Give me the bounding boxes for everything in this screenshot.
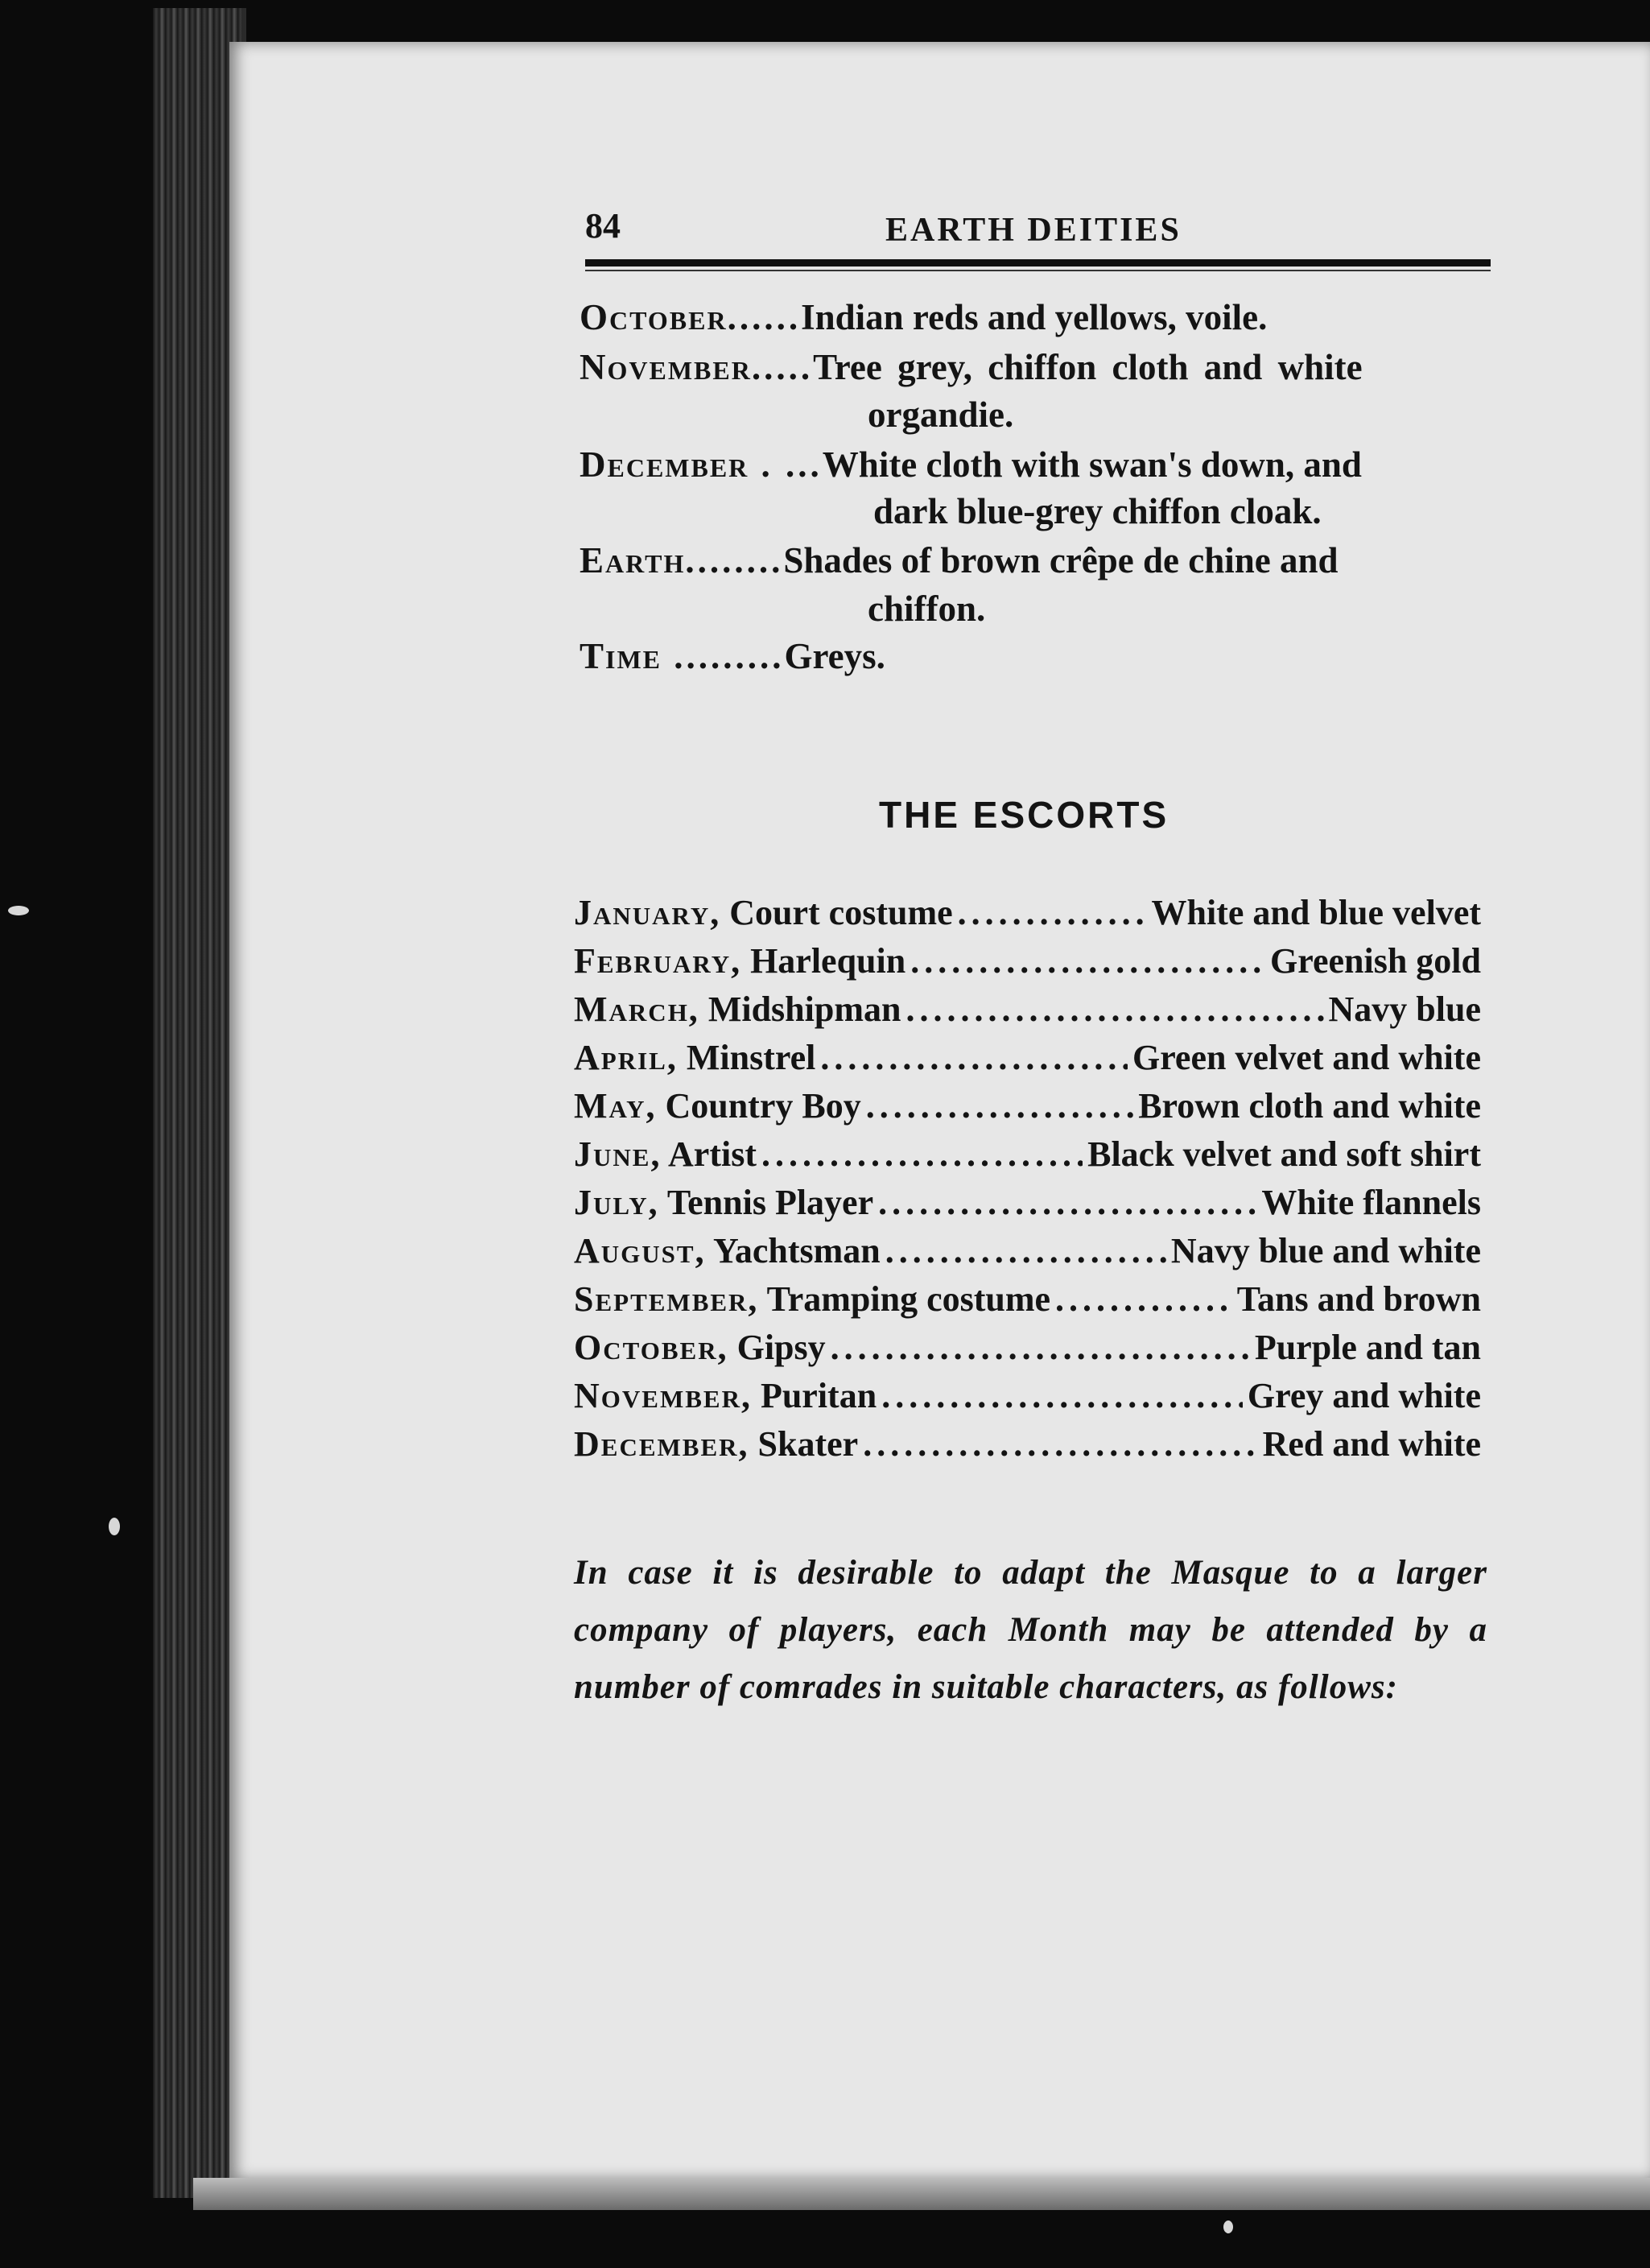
escort-month: June,: [574, 1134, 662, 1174]
leader-dots: [905, 986, 1323, 1033]
escort-month: October,: [574, 1328, 728, 1367]
escort-month: March,: [574, 989, 699, 1029]
escort-costume: Grey and white: [1247, 1376, 1481, 1415]
escort-month: January,: [574, 893, 721, 932]
escort-row: [574, 938, 1481, 985]
escort-costume: Green velvet and white: [1132, 1038, 1481, 1077]
escort-character: Skater: [757, 1424, 859, 1464]
escort-row: [574, 986, 1481, 1033]
section-title: THE ESCORTS: [879, 794, 1169, 836]
masque-note: In case it is desirable to adapt the Masque to a larger company of players, each Month may be attended by a number of comrades in suitable characters, as follows:: [574, 1554, 1487, 1706]
leader-dots: [831, 1324, 1250, 1371]
escort-character: Harlequin: [750, 941, 906, 981]
escort-month: August,: [574, 1231, 706, 1270]
running-head: EARTH DEITIES: [885, 212, 1182, 249]
escort-row: [574, 890, 1481, 936]
costume-name: December: [580, 444, 749, 485]
escort-costume: Greenish gold: [1269, 941, 1481, 981]
dust-mark: [1223, 2220, 1233, 2233]
escort-costume: White flannels: [1261, 1183, 1481, 1222]
leader-dots: .....: [751, 347, 814, 387]
costume-description: White cloth with swan's down, and: [822, 444, 1362, 485]
escort-row: [574, 1131, 1481, 1178]
leader-dots: [910, 938, 1265, 985]
costume-description: Shades of brown crêpe de chine and: [783, 540, 1339, 580]
escort-month: February,: [574, 941, 742, 981]
escort-costume: Black velvet and soft shirt: [1087, 1134, 1481, 1174]
costume-description: Indian reds and yellows, voile.: [801, 297, 1268, 337]
leader-dots: [863, 1421, 1257, 1468]
escort-character: Midshipman: [707, 989, 901, 1029]
escort-character: Puritan: [760, 1376, 877, 1415]
leader-dots: ........: [685, 540, 784, 580]
costume-name: November: [580, 347, 752, 387]
escort-row: [574, 1421, 1481, 1468]
dust-mark: [109, 1518, 120, 1535]
page-bottom-edge: [193, 2178, 1650, 2210]
costume-row-earth: [580, 537, 1339, 584]
escort-row: [574, 1083, 1481, 1130]
leader-dots: [881, 1373, 1243, 1419]
escort-costume: Navy blue: [1328, 989, 1481, 1029]
escort-costume: Tans and brown: [1236, 1279, 1481, 1319]
leader-dots: [878, 1179, 1256, 1226]
escort-row: [574, 1373, 1481, 1419]
leader-dots: [1055, 1276, 1232, 1323]
escort-character: Minstrel: [686, 1038, 816, 1077]
escort-character: Yachtsman: [712, 1231, 881, 1270]
escort-costume: Purple and tan: [1254, 1328, 1481, 1367]
costume-name: Earth: [580, 540, 686, 580]
page-number: 84: [585, 206, 621, 246]
costume-row-time: [580, 633, 885, 680]
costume-description: Greys.: [784, 636, 885, 676]
escort-costume: Navy blue and white: [1170, 1231, 1481, 1270]
escort-row: [574, 1324, 1481, 1371]
header-rule: [585, 259, 1491, 266]
escort-character: Court costume: [729, 893, 953, 932]
escort-character: Artist: [668, 1134, 757, 1174]
leader-dots: . ...: [749, 444, 823, 485]
escort-character: Gipsy: [736, 1328, 826, 1367]
escort-row: [574, 1179, 1481, 1226]
escort-month: July,: [574, 1183, 659, 1222]
escort-month: December,: [574, 1424, 749, 1464]
costume-row-november: [580, 344, 1363, 390]
leader-dots: [820, 1035, 1128, 1081]
escort-row: [574, 1035, 1481, 1081]
leader-dots: [885, 1228, 1166, 1274]
costume-name: Time: [580, 636, 662, 676]
costume-description-continued: dark blue-grey chiffon cloak.: [873, 491, 1322, 531]
costume-description: Tree grey, chiffon cloth and white: [813, 347, 1363, 387]
escort-character: Tennis Player: [666, 1183, 874, 1222]
costume-description-continued: chiffon.: [868, 589, 986, 629]
escort-character: Tramping costume: [766, 1279, 1051, 1319]
costume-description-continued: organdie.: [868, 395, 1014, 435]
dust-mark: [8, 906, 29, 915]
escort-month: April,: [574, 1038, 678, 1077]
escort-month: September,: [574, 1279, 759, 1319]
costume-row-december: [580, 441, 1362, 488]
escort-row: [574, 1276, 1481, 1323]
escort-month: November,: [574, 1376, 752, 1415]
escort-costume: Brown cloth and white: [1138, 1086, 1481, 1126]
leader-dots: ......: [727, 297, 802, 337]
escort-costume: Red and white: [1262, 1424, 1481, 1464]
leader-dots: [866, 1083, 1133, 1130]
escort-costume: White and blue velvet: [1151, 893, 1481, 932]
leader-dots: [761, 1131, 1083, 1178]
escort-row: [574, 1228, 1481, 1274]
leader-dots: [958, 890, 1147, 936]
costume-name: October: [580, 297, 728, 337]
costume-row-october: [580, 294, 1267, 341]
leader-dots: .........: [662, 636, 785, 676]
escort-month: May,: [574, 1086, 657, 1126]
escort-character: Country Boy: [665, 1086, 861, 1126]
